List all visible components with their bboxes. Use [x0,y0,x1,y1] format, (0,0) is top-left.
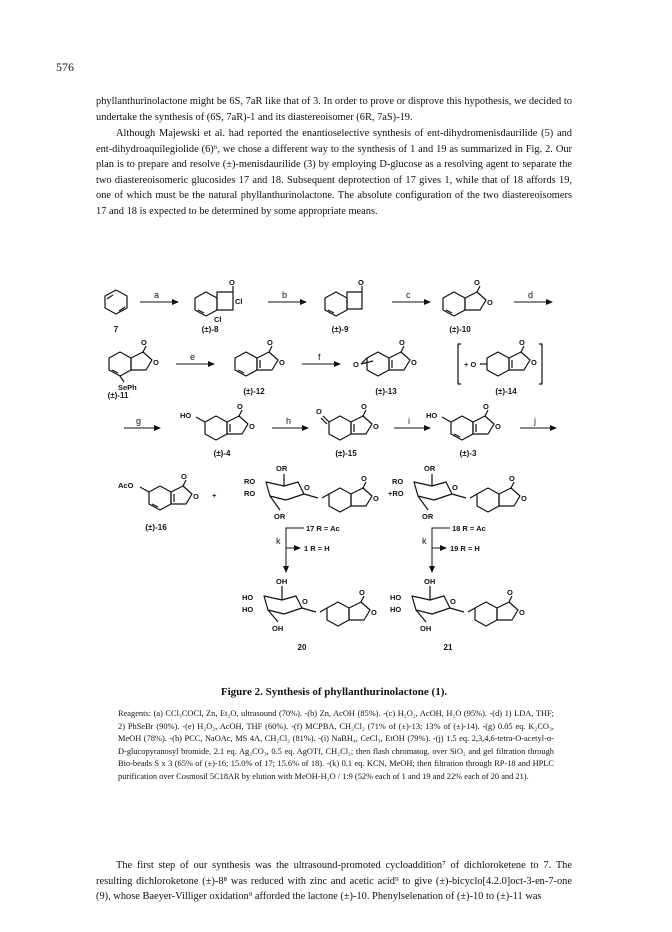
atom-o: O [521,494,527,503]
arrow-label-i: i [408,416,410,426]
atom-o: O [371,608,377,617]
atom-ro: RO [244,477,256,486]
atom-o: O [267,338,273,347]
compound-label-9: (±)-9 [331,325,349,334]
atom-oh: OH [420,624,432,633]
atom-o: O [358,278,364,287]
atom-ro: RO [392,477,404,486]
atom-oh: OH [272,624,284,633]
compound-14-structure [480,346,530,376]
atom-o: O [519,608,525,617]
atom-plus-o: + O [464,360,477,369]
atom-cl: Cl [214,315,222,324]
compound-label-4: (±)-4 [213,449,231,458]
atom-o: O [304,483,310,492]
plus-sign: + [212,491,217,500]
atom-o: O [181,472,187,481]
atom-o: O [361,402,367,411]
reagents-list: Reagents: (a) CCl₃COCl, Zn, Et₂O, ultrasound (70%). -(b) Zn, AcOH (85%). -(c) H₂O₂, AcOH, H₂O (95%). -(d) 1) LDA, THF; 2) PhSeBr (90%). -(e) H₂O₂, AcOH, THF (60%). -(f) MCPBA, CH₂Cl₂ (71% of (±)-13; 13% of (±)-14). -(g) 0.05 eq. K₂CO₃, MeOH (78%). -(h) PCC, NaOAc, MS 4A, CH₂Cl₂ (81%). -(i) NaBH₄, CeCl₃, EtOH (79%). -(j) 1.5 eq. 2,3,4,6-tetra-O-acetyl-α-D-glucopyranosyl bromide, 2.1 eq. Ag₂CO₃, 0.5 eq. AgOTf, CH₂Cl₂; then flash chromatog. over SiO₂ and gel filtration through Bio-beads S x 3 (65% of (±)-16; 15.0% of 17; 15.6% of 18). -(k) 0.1 eq. KCN, MeOH; then filtration through RP-18 and HPLC purification over Cosmosil 5C18AR by elution with MeOH-H₂O / 1:9 (52% each of 1 and 19 and 22% each of 20 and 21). [118,709,554,781]
compound-16-structure [140,480,192,510]
plus-ro: +RO [388,489,404,498]
compound-label-7: 7 [113,325,119,334]
atom-o: O [399,338,405,347]
compound-17-structure [266,474,372,512]
page-number: 576 [56,60,74,74]
atom-o: O [279,358,285,367]
atom-o: O [483,402,489,411]
atom-o: O [509,474,515,483]
compound-13-structure [361,346,410,376]
arrow-label-f: f [318,352,321,362]
arrow-label-e: e [190,352,196,362]
compound-8-structure [195,286,233,316]
figure-caption: Figure 2. Synthesis of phyllanthurinolactone (1). [220,686,448,698]
atom-o: O [495,422,501,431]
label-19-r-h: 19 R = H [450,544,480,553]
compound-10-structure [443,286,486,316]
atom-o: O [249,422,255,431]
atom-or: OR [422,512,434,521]
bracket-arrow-18 [432,528,450,572]
atom-o: O [531,358,537,367]
compound-label-12: (±)-12 [243,387,265,396]
atom-cl: Cl [235,297,243,306]
atom-o: O [411,358,417,367]
atom-o: O [474,278,480,287]
compound-label-8: (±)-8 [201,325,219,334]
atom-o: O [141,338,147,347]
atom-or: OR [274,512,286,521]
atom-o: O [353,360,359,369]
bracket-arrow-17 [286,528,304,572]
compound-7-structure [105,290,127,314]
atom-o: O [519,338,525,347]
atom-o: O [237,402,243,411]
arrow-label-d: d [528,290,534,300]
arrow-label-a: a [154,290,160,300]
compound-label-3: (±)-3 [459,449,477,458]
label-17-r-ac: 17 R = Ac [306,524,340,533]
compound-3-structure [442,410,494,440]
arrow-label-c: c [406,290,411,300]
atom-or: OR [424,464,436,473]
atom-o: O [507,588,513,597]
atom-o: O [487,298,493,307]
arrow-label-h: h [286,416,292,426]
compound-9-structure [325,286,362,316]
compound-label-15: (±)-15 [335,449,357,458]
compound-15-structure [321,410,372,440]
compound-label-13: (±)-13 [375,387,397,396]
atom-ho: HO [242,605,254,614]
compound-label-10: (±)-10 [449,325,471,334]
compound-11-structure [109,346,152,382]
compound-label-16: (±)-16 [145,523,167,532]
arrow-label-k-right: k [422,536,427,546]
atom-ro: RO [244,489,256,498]
atom-o: O [361,474,367,483]
paragraph-3: The first step of our synthesis was the ultrasound-promoted cycloaddition⁷ of dichloroketene to 7. The resulting dichloroketone (±)-8⁸ was reduced with zinc and acetic acid⁹ to give (±)-bicyclo[4.2.0]oct-3-en-7-one (9), whose Baeyer-Villiger oxidation⁹ afforded the lactone (±)-10. Phenylselenation of (±)-10 to (±)-11 was [96,860,572,903]
arrow-label-g: g [136,416,142,426]
compound-label-11: (±)-11 [107,391,129,400]
atom-o: O [316,407,322,416]
atom-ho: HO [390,605,402,614]
compound-label-21: 21 [443,643,453,652]
atom-aco: AcO [118,481,134,490]
compound-label-14: (±)-14 [495,387,517,396]
atom-oh: OH [276,577,288,586]
atom-o: O [193,492,199,501]
atom-o: O [450,597,456,606]
atom-oh: OH [424,577,436,586]
atom-ho: HO [390,593,402,602]
arrow-label-b: b [282,290,288,300]
atom-ho: HO [180,411,192,420]
atom-sephe: SePh [118,383,137,392]
paragraph-1: phyllanthurinolactone might be 6S, 7aR like that of 3. In order to prove or disprove this hypothesis, we decided to undertake the synthesis of (6S, 7aR)-1 and its diastereoisomer (6R, 7aS)-19. [96,96,572,123]
compound-21-structure [412,586,518,626]
atom-or: OR [276,464,288,473]
compound-label-20: 20 [297,643,307,652]
compound-12-structure [235,346,278,376]
atom-o: O [153,358,159,367]
atom-o: O [373,422,379,431]
label-18-r-ac: 18 R = Ac [452,524,486,533]
atom-ho: HO [426,411,438,420]
label-1-r-h: 1 R = H [304,544,330,553]
paragraph-2: Although Majewski et al. had reported the enantioselective synthesis of ent-dihydromenisdaurilide (5) and ent-dihydroaquilegiolide (6)⁶, we chose a different way to the synthesis of 1 and 19 as summarized in Fig. 2. Our plan is to prepare and resolve (±)-menisdaurilide (3) by employing D-glucose as a resolving agent to separate the two diastereoisomeric glucosides 17 and 18. Subsequent deprotection of 17 gives 1, while that of 18 affords 19, one of which must be the natural phyllanthurinolactone. The absolute configuration of the two diastereoisomers 17 and 18 is expected to be determined by some appropriate means. [96,128,572,217]
atom-o: O [229,278,235,287]
atom-ho: HO [242,593,254,602]
arrow-label-k-left: k [276,536,281,546]
compound-4-structure [196,410,248,440]
arrow-label-j: j [534,416,536,426]
compound-18-structure [414,474,520,512]
compound-20-structure [264,586,370,626]
atom-o: O [452,483,458,492]
atom-o: O [302,597,308,606]
synthesis-scheme [96,272,576,662]
atom-o: O [359,588,365,597]
atom-o: O [373,494,379,503]
